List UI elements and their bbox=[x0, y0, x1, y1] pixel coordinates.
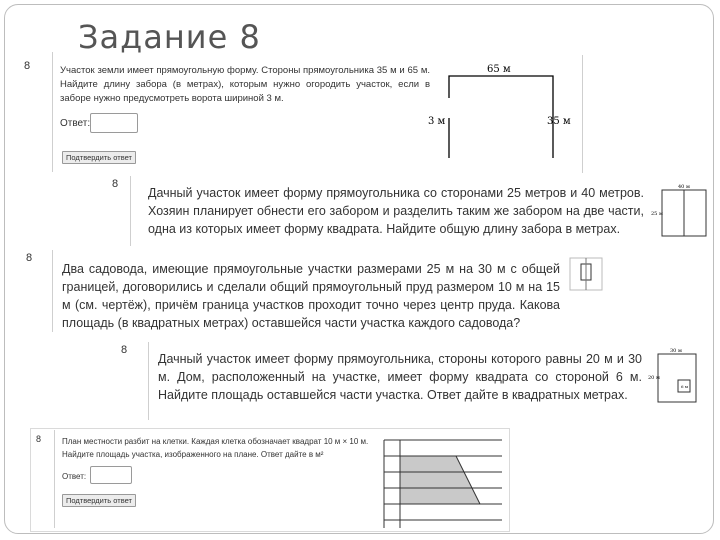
divider bbox=[54, 430, 55, 528]
task-text: Два садовода, имеющие прямоугольные участки размерами 25 м на 30 м с общей границей, договорились и сделали общий прямоугольный пруд размером 10 м на 15 м (см. чертёж), причём граница участков проходит точно через центр пруда. Какова площадь (в квадратных метрах) оставшейся части участка каждого садовода? bbox=[62, 262, 560, 331]
task-number: 8 bbox=[121, 344, 128, 356]
task-text: Участок земли имеет прямоугольную форму. Стороны прямоугольника 35 м и 65 м. Найдите длину забора (в метрах), которым нужно огородить участок, если в заборе нужно предусмотреть ворота шириной 3 м. bbox=[60, 65, 430, 104]
task-text: Дачный участок имеет форму прямоугольника со сторонами 25 метров и 40 метров. Хозяин планирует обнести его забором и разделить таким же забором на две части, одна из которых имеет форму квадрата. Найдите общую длину забора в метрах. bbox=[148, 186, 644, 237]
task-text-line-1: План местности разбит на клетки. Каждая клетка обозначает квадрат 10 м × 10 м. bbox=[62, 437, 369, 446]
task-number: 8 bbox=[36, 434, 42, 444]
divider bbox=[582, 55, 583, 173]
task-number: 8 bbox=[24, 60, 31, 72]
task-5-grid-plan bbox=[380, 434, 504, 528]
task-number: 8 bbox=[26, 252, 33, 264]
task-1-figure bbox=[425, 58, 585, 163]
divider bbox=[148, 342, 149, 420]
answer-input[interactable] bbox=[90, 113, 138, 133]
answer-label: Ответ: bbox=[60, 118, 91, 129]
submit-answer-button[interactable]: Подтвердить ответ bbox=[62, 151, 136, 164]
divider bbox=[52, 52, 53, 172]
submit-answer-button[interactable]: Подтвердить ответ bbox=[62, 494, 136, 507]
figure-label-top: 65 м bbox=[487, 64, 511, 75]
figure-label-house: 6 м bbox=[681, 384, 688, 389]
task-3-figure bbox=[564, 254, 606, 294]
task-text-line-2: Найдите площадь участка, изображенного на плане. Ответ дайте в м² bbox=[62, 450, 324, 459]
divider bbox=[130, 176, 131, 246]
divider bbox=[52, 250, 53, 332]
answer-input[interactable] bbox=[90, 466, 132, 484]
figure-label-left: 20 м bbox=[648, 375, 660, 381]
task-2-figure bbox=[650, 182, 710, 242]
figure-label-top: 30 м bbox=[670, 348, 682, 354]
figure-label-top: 40 м bbox=[678, 184, 690, 190]
task-4-figure bbox=[648, 346, 700, 406]
slide-title: Задание 8 bbox=[78, 18, 261, 56]
plot-area-shape bbox=[400, 456, 480, 504]
figure-label-gate: 3 м bbox=[428, 116, 446, 127]
figure-label-left: 25 м bbox=[651, 211, 663, 217]
task-text: Дачный участок имеет форму прямоугольника, стороны которого равны 20 м и 30 м. Дом, расположенный на участке, имеет форму квадрата со стороной 6 м. Найдите площадь оставшейся части участка. Ответ дайте в квадратных метрах. bbox=[158, 352, 642, 403]
answer-label: Ответ: bbox=[62, 472, 87, 481]
task-number: 8 bbox=[112, 178, 119, 190]
figure-label-right: 35 м bbox=[547, 116, 571, 127]
